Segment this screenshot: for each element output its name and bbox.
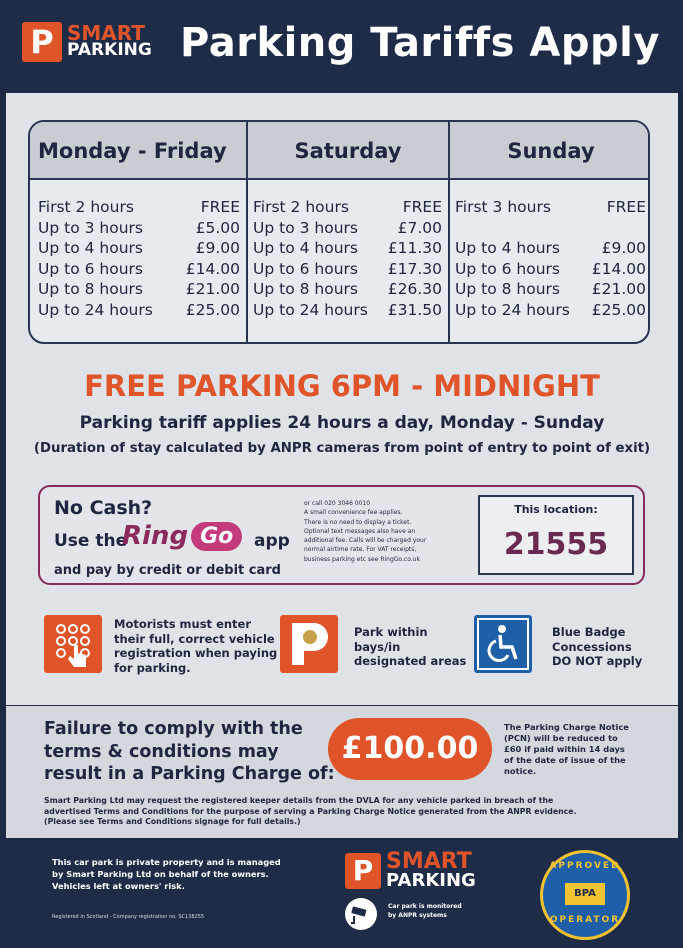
tariff-row: Up to 6 hours £14.00	[38, 259, 240, 278]
sign-header	[0, 0, 683, 92]
ringgo-small-print: or call 020 3046 0010 A small convenience fee applies. There is no need to display a ticket. Optional text messages also have an additional fee. Calls will be charged your normal airtime rate. For VAT receipts, business parking etc see RingGo.co.uk	[304, 500, 427, 563]
blue-badge-text: Blue Badge Concessions DO NOT apply	[552, 625, 643, 668]
location-code-box	[478, 495, 634, 575]
ringgo-ring-text: Ring	[122, 521, 189, 551]
parking-charge-section	[6, 706, 678, 838]
fine-amount: £100.00	[328, 718, 492, 780]
tariff-row: Up to 24 hours £25.00	[38, 300, 240, 319]
tariff-row: Up to 24 hours £31.50	[253, 300, 442, 319]
page-title: Parking Tariffs Apply	[180, 20, 660, 66]
dvla-notice: Smart Parking Ltd may request the registered keeper details from the DVLA for any vehicle parked in breach of the advertised Terms and Conditions for the purpose of serving a Parking Charge Notice generated from the ANPR evidence. (Please see Terms and Conditions signage for full details.)	[44, 796, 577, 826]
tariff-row: First 2 hours FREE	[253, 198, 442, 216]
ringgo-logo	[122, 521, 242, 551]
keypad-icon	[44, 615, 102, 673]
use-the-text: Use the	[54, 531, 128, 551]
p-logo-icon: P	[22, 22, 62, 62]
bpa-approved-operator-badge: APPROVED BPA OPERATOR	[540, 850, 630, 940]
no-cash-heading: No Cash?	[54, 497, 153, 519]
column-title: Monday - Friday	[38, 139, 227, 163]
tariff-row: Up to 4 hours £11.30	[253, 239, 442, 258]
app-text: app	[254, 531, 290, 551]
footer-smart-parking-logo: P SMART PARKING	[345, 852, 476, 890]
tariff-column-weekday	[30, 122, 246, 342]
tariff-table	[28, 120, 650, 344]
duration-note: (Duration of stay calculated by ANPR cameras from point of entry to point of exit)	[33, 441, 651, 456]
logo-line2: PARKING	[67, 40, 152, 60]
tariff-row: Up to 4 hours £9.00	[38, 239, 240, 258]
tariff-row: First 2 hours FREE	[38, 198, 240, 216]
ringgo-box	[38, 485, 645, 585]
tariff-column-sunday	[448, 122, 650, 342]
location-code: 21555	[503, 527, 609, 562]
pay-by-card-text: and pay by credit or debit card	[54, 563, 281, 578]
tariff-row: First 3 hours FREE	[455, 198, 646, 216]
wheelchair-icon	[474, 615, 532, 673]
tariff-row: Up to 3 hours £5.00	[38, 218, 240, 237]
main-panel	[6, 93, 678, 705]
free-parking-heading: FREE PARKING 6PM - MIDNIGHT	[84, 369, 600, 403]
company-registration: Registered in Scotland - Company registration no. SC138255	[52, 914, 205, 920]
tariff-row: Up to 8 hours £21.00	[38, 280, 240, 299]
parking-bay-icon	[280, 615, 338, 673]
anpr-notice: Car park is monitored by ANPR systems	[388, 903, 462, 919]
sign-footer	[0, 838, 683, 948]
cctv-camera-icon	[345, 898, 377, 930]
failure-text: Failure to comply with the terms & conditions may result in a Parking Charge of:	[44, 719, 335, 784]
tariff-column-saturday	[246, 122, 448, 342]
location-label: This location:	[514, 503, 598, 516]
tariff-row: Up to 3 hours £7.00	[253, 218, 442, 237]
ringgo-go-badge: Go	[191, 522, 242, 551]
p-logo-icon: P	[345, 853, 381, 889]
tariff-row: Up to 6 hours £14.00	[455, 259, 646, 278]
column-title: Sunday	[507, 139, 595, 163]
pcn-reduction-text: The Parking Charge Notice (PCN) will be reduced to £60 if paid within 14 days of the date of issue of the notice.	[504, 722, 629, 776]
private-property-notice: This car park is private property and is managed by Smart Parking Ltd on behalf of the owners. Vehicles left at owners' risk.	[52, 857, 281, 891]
logo-line1: SMART	[67, 21, 145, 45]
tariff-row: Up to 24 hours £25.00	[455, 300, 646, 319]
tariff-row: Up to 8 hours £26.30	[253, 280, 442, 299]
column-title: Saturday	[294, 139, 402, 163]
park-within-text: Park within bays/in designated areas	[354, 625, 467, 668]
tariff-row: Up to 6 hours £17.30	[253, 259, 442, 278]
tariff-row: Up to 4 hours £9.00	[455, 239, 646, 258]
tariff-applies-text: Parking tariff applies 24 hours a day, Monday - Sunday	[79, 413, 605, 433]
tariff-row-blanked	[450, 219, 650, 240]
tariff-row: Up to 8 hours £21.00	[455, 280, 646, 299]
motorists-text: Motorists must enter their full, correct vehicle registration when paying for parking.	[114, 617, 278, 675]
smart-parking-logo	[22, 22, 152, 62]
